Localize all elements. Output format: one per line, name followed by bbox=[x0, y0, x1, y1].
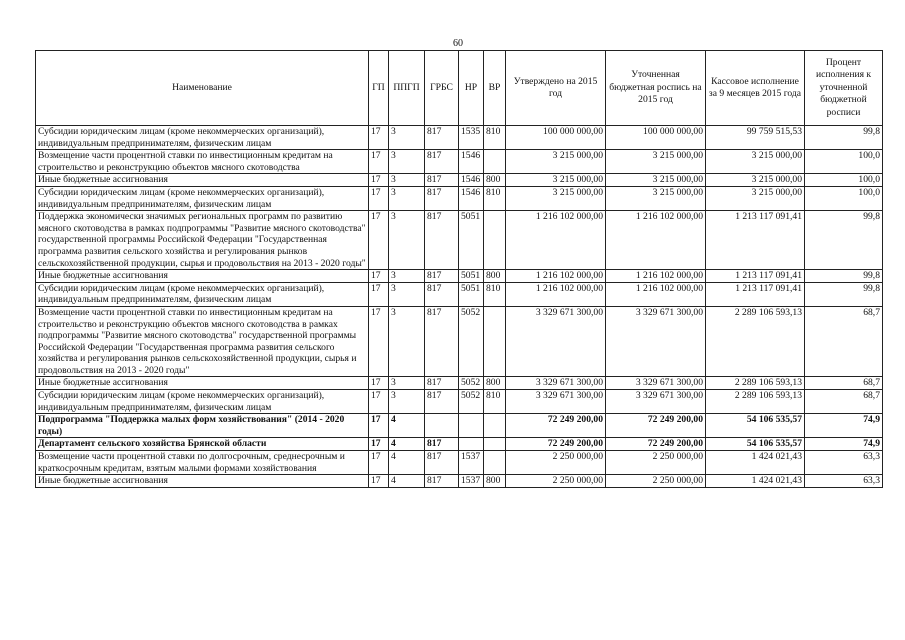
cell-nr: 5052 bbox=[459, 390, 484, 414]
cell-ppgp: 3 bbox=[389, 306, 425, 377]
cell-ppgp: 3 bbox=[389, 211, 425, 270]
cell-refined: 2 250 000,00 bbox=[606, 475, 706, 488]
cell-percent: 100,0 bbox=[805, 174, 883, 187]
cell-percent: 99,8 bbox=[805, 126, 883, 150]
table-row bbox=[36, 390, 883, 414]
cell-cash: 1 424 021,43 bbox=[706, 451, 805, 475]
cell-refined: 1 216 102 000,00 bbox=[606, 282, 706, 306]
cell-vr: 810 bbox=[484, 126, 506, 150]
cell-name: Иные бюджетные ассигнования bbox=[36, 174, 369, 187]
cell-ppgp: 3 bbox=[389, 377, 425, 390]
cell-vr: 800 bbox=[484, 174, 506, 187]
cell-name: Возмещение части процентной ставки по инвестиционным кредитам на строительство и реконструкцию объектов мясного скотоводства в рамках подпрограммы "Развитие мясного скотоводства" государственной программы Российской Федерации "Государственная программа развития сельского хозяйства и регулирования рынков сельскохозяйственной продукции, сырья и продовольствия на 2013 - 2020 годы" bbox=[36, 306, 369, 377]
cell-nr: 1535 bbox=[459, 126, 484, 150]
cell-refined: 3 215 000,00 bbox=[606, 150, 706, 174]
cell-percent: 100,0 bbox=[805, 186, 883, 210]
cell-grbs: 817 bbox=[425, 377, 459, 390]
cell-approved: 3 329 671 300,00 bbox=[506, 377, 606, 390]
cell-ppgp: 3 bbox=[389, 150, 425, 174]
cell-refined: 72 249 200,00 bbox=[606, 438, 706, 451]
cell-nr: 5051 bbox=[459, 270, 484, 283]
cell-vr bbox=[484, 414, 506, 438]
cell-refined: 3 329 671 300,00 bbox=[606, 306, 706, 377]
table-row bbox=[36, 186, 883, 210]
header-cash: Кассовое исполнение за 9 месяцев 2015 года bbox=[706, 51, 805, 126]
cell-ppgp: 4 bbox=[389, 451, 425, 475]
cell-ppgp: 4 bbox=[389, 414, 425, 438]
table-row bbox=[36, 451, 883, 475]
cell-nr: 1546 bbox=[459, 150, 484, 174]
cell-gp: 17 bbox=[369, 282, 389, 306]
cell-percent: 68,7 bbox=[805, 306, 883, 377]
cell-refined: 3 215 000,00 bbox=[606, 174, 706, 187]
cell-refined: 72 249 200,00 bbox=[606, 414, 706, 438]
cell-cash: 2 289 106 593,13 bbox=[706, 377, 805, 390]
cell-name: Субсидии юридическим лицам (кроме некоммерческих организаций), индивидуальным предпринимателям, физическим лицам bbox=[36, 282, 369, 306]
cell-name: Возмещение части процентной ставки по долгосрочным, среднесрочным и краткосрочным кредитам, взятым малыми формами хозяйствования bbox=[36, 451, 369, 475]
cell-approved: 3 215 000,00 bbox=[506, 150, 606, 174]
cell-refined: 3 215 000,00 bbox=[606, 186, 706, 210]
cell-percent: 99,8 bbox=[805, 211, 883, 270]
header-ppgp: ППГП bbox=[389, 51, 425, 126]
cell-nr: 1546 bbox=[459, 186, 484, 210]
table-row bbox=[36, 414, 883, 438]
cell-cash: 3 215 000,00 bbox=[706, 150, 805, 174]
cell-name: Иные бюджетные ассигнования bbox=[36, 377, 369, 390]
cell-grbs: 817 bbox=[425, 211, 459, 270]
table-row bbox=[36, 270, 883, 283]
cell-name: Департамент сельского хозяйства Брянской области bbox=[36, 438, 369, 451]
cell-gp: 17 bbox=[369, 377, 389, 390]
cell-vr: 800 bbox=[484, 475, 506, 488]
cell-nr: 1537 bbox=[459, 451, 484, 475]
cell-cash: 1 424 021,43 bbox=[706, 475, 805, 488]
table-body bbox=[36, 126, 883, 488]
cell-name: Подпрограмма "Поддержка малых форм хозяйствования" (2014 - 2020 годы) bbox=[36, 414, 369, 438]
cell-gp: 17 bbox=[369, 390, 389, 414]
cell-name: Поддержка экономически значимых региональных программ по развитию мясного скотоводства в рамках подпрограммы "Развитие мясного скотоводства" государственной программы Российской Федерации "Государственная программа развития сельского хозяйства и регулирования рынков сельскохозяйственной продукции, сырья и продовольствия на 2013 - 2020 годы" bbox=[36, 211, 369, 270]
cell-vr bbox=[484, 451, 506, 475]
cell-gp: 17 bbox=[369, 438, 389, 451]
cell-approved: 3 215 000,00 bbox=[506, 186, 606, 210]
cell-cash: 3 215 000,00 bbox=[706, 174, 805, 187]
cell-gp: 17 bbox=[369, 414, 389, 438]
table-row bbox=[36, 438, 883, 451]
cell-cash: 1 213 117 091,41 bbox=[706, 211, 805, 270]
cell-ppgp: 3 bbox=[389, 186, 425, 210]
cell-refined: 3 329 671 300,00 bbox=[606, 390, 706, 414]
cell-gp: 17 bbox=[369, 126, 389, 150]
cell-refined: 1 216 102 000,00 bbox=[606, 211, 706, 270]
cell-gp: 17 bbox=[369, 211, 389, 270]
cell-ppgp: 3 bbox=[389, 270, 425, 283]
cell-gp: 17 bbox=[369, 174, 389, 187]
cell-vr: 810 bbox=[484, 282, 506, 306]
budget-table bbox=[35, 50, 883, 488]
table-row bbox=[36, 211, 883, 270]
cell-percent: 99,8 bbox=[805, 282, 883, 306]
cell-cash: 3 215 000,00 bbox=[706, 186, 805, 210]
cell-grbs bbox=[425, 414, 459, 438]
cell-vr: 810 bbox=[484, 186, 506, 210]
cell-vr bbox=[484, 438, 506, 451]
cell-approved: 3 329 671 300,00 bbox=[506, 306, 606, 377]
cell-approved: 100 000 000,00 bbox=[506, 126, 606, 150]
cell-nr: 1546 bbox=[459, 174, 484, 187]
table-header bbox=[36, 51, 883, 126]
header-name: Наименование bbox=[36, 51, 369, 126]
cell-name: Субсидии юридическим лицам (кроме некоммерческих организаций), индивидуальным предпринимателям, физическим лицам bbox=[36, 126, 369, 150]
cell-gp: 17 bbox=[369, 186, 389, 210]
cell-percent: 99,8 bbox=[805, 270, 883, 283]
cell-approved: 2 250 000,00 bbox=[506, 451, 606, 475]
cell-refined: 100 000 000,00 bbox=[606, 126, 706, 150]
cell-ppgp: 3 bbox=[389, 390, 425, 414]
table-row bbox=[36, 475, 883, 488]
cell-refined: 1 216 102 000,00 bbox=[606, 270, 706, 283]
cell-cash: 1 213 117 091,41 bbox=[706, 282, 805, 306]
cell-nr: 5051 bbox=[459, 282, 484, 306]
cell-grbs: 817 bbox=[425, 475, 459, 488]
cell-grbs: 817 bbox=[425, 306, 459, 377]
cell-nr bbox=[459, 414, 484, 438]
cell-gp: 17 bbox=[369, 150, 389, 174]
cell-cash: 1 213 117 091,41 bbox=[706, 270, 805, 283]
cell-grbs: 817 bbox=[425, 126, 459, 150]
cell-cash: 2 289 106 593,13 bbox=[706, 306, 805, 377]
cell-name: Возмещение части процентной ставки по инвестиционным кредитам на строительство и реконструкцию объектов мясного скотоводства bbox=[36, 150, 369, 174]
cell-percent: 74,9 bbox=[805, 414, 883, 438]
cell-vr bbox=[484, 211, 506, 270]
table-row bbox=[36, 306, 883, 377]
cell-gp: 17 bbox=[369, 306, 389, 377]
cell-nr: 5052 bbox=[459, 377, 484, 390]
cell-name: Иные бюджетные ассигнования bbox=[36, 270, 369, 283]
header-gp: ГП bbox=[369, 51, 389, 126]
cell-approved: 72 249 200,00 bbox=[506, 438, 606, 451]
cell-grbs: 817 bbox=[425, 451, 459, 475]
cell-vr bbox=[484, 150, 506, 174]
cell-name: Иные бюджетные ассигнования bbox=[36, 475, 369, 488]
header-vr: ВР bbox=[484, 51, 506, 126]
cell-cash: 99 759 515,53 bbox=[706, 126, 805, 150]
cell-ppgp: 3 bbox=[389, 126, 425, 150]
cell-approved: 2 250 000,00 bbox=[506, 475, 606, 488]
cell-percent: 68,7 bbox=[805, 377, 883, 390]
cell-cash: 54 106 535,57 bbox=[706, 414, 805, 438]
table-row bbox=[36, 174, 883, 187]
page-number: 60 bbox=[453, 38, 463, 49]
cell-ppgp: 3 bbox=[389, 174, 425, 187]
header-approved: Утверждено на 2015 год bbox=[506, 51, 606, 126]
cell-nr bbox=[459, 438, 484, 451]
cell-grbs: 817 bbox=[425, 174, 459, 187]
table-row bbox=[36, 377, 883, 390]
cell-approved: 3 329 671 300,00 bbox=[506, 390, 606, 414]
cell-grbs: 817 bbox=[425, 390, 459, 414]
cell-grbs: 817 bbox=[425, 270, 459, 283]
cell-gp: 17 bbox=[369, 475, 389, 488]
cell-approved: 72 249 200,00 bbox=[506, 414, 606, 438]
cell-nr: 1537 bbox=[459, 475, 484, 488]
cell-name: Субсидии юридическим лицам (кроме некоммерческих организаций), индивидуальным предпринимателям, физическим лицам bbox=[36, 390, 369, 414]
cell-gp: 17 bbox=[369, 451, 389, 475]
cell-refined: 3 329 671 300,00 bbox=[606, 377, 706, 390]
cell-cash: 2 289 106 593,13 bbox=[706, 390, 805, 414]
cell-refined: 2 250 000,00 bbox=[606, 451, 706, 475]
cell-ppgp: 4 bbox=[389, 475, 425, 488]
cell-vr: 810 bbox=[484, 390, 506, 414]
cell-grbs: 817 bbox=[425, 438, 459, 451]
cell-cash: 54 106 535,57 bbox=[706, 438, 805, 451]
cell-grbs: 817 bbox=[425, 282, 459, 306]
header-refined: Уточненная бюджетная роспись на 2015 год bbox=[606, 51, 706, 126]
cell-ppgp: 3 bbox=[389, 282, 425, 306]
cell-ppgp: 4 bbox=[389, 438, 425, 451]
cell-name: Субсидии юридическим лицам (кроме некоммерческих организаций), индивидуальным предпринимателям, физическим лицам bbox=[36, 186, 369, 210]
cell-nr: 5052 bbox=[459, 306, 484, 377]
header-row bbox=[36, 51, 883, 126]
table-row bbox=[36, 282, 883, 306]
cell-vr: 800 bbox=[484, 270, 506, 283]
cell-vr bbox=[484, 306, 506, 377]
cell-approved: 1 216 102 000,00 bbox=[506, 282, 606, 306]
table-row bbox=[36, 150, 883, 174]
cell-vr: 800 bbox=[484, 377, 506, 390]
cell-gp: 17 bbox=[369, 270, 389, 283]
cell-approved: 1 216 102 000,00 bbox=[506, 270, 606, 283]
table-row bbox=[36, 126, 883, 150]
cell-grbs: 817 bbox=[425, 150, 459, 174]
header-nr: НР bbox=[459, 51, 484, 126]
cell-percent: 63,3 bbox=[805, 475, 883, 488]
cell-approved: 3 215 000,00 bbox=[506, 174, 606, 187]
cell-grbs: 817 bbox=[425, 186, 459, 210]
cell-nr: 5051 bbox=[459, 211, 484, 270]
cell-approved: 1 216 102 000,00 bbox=[506, 211, 606, 270]
cell-percent: 63,3 bbox=[805, 451, 883, 475]
cell-percent: 68,7 bbox=[805, 390, 883, 414]
header-grbs: ГРБС bbox=[425, 51, 459, 126]
cell-percent: 74,9 bbox=[805, 438, 883, 451]
cell-percent: 100,0 bbox=[805, 150, 883, 174]
header-percent: Процент исполнения к уточненной бюджетной росписи bbox=[805, 51, 883, 126]
